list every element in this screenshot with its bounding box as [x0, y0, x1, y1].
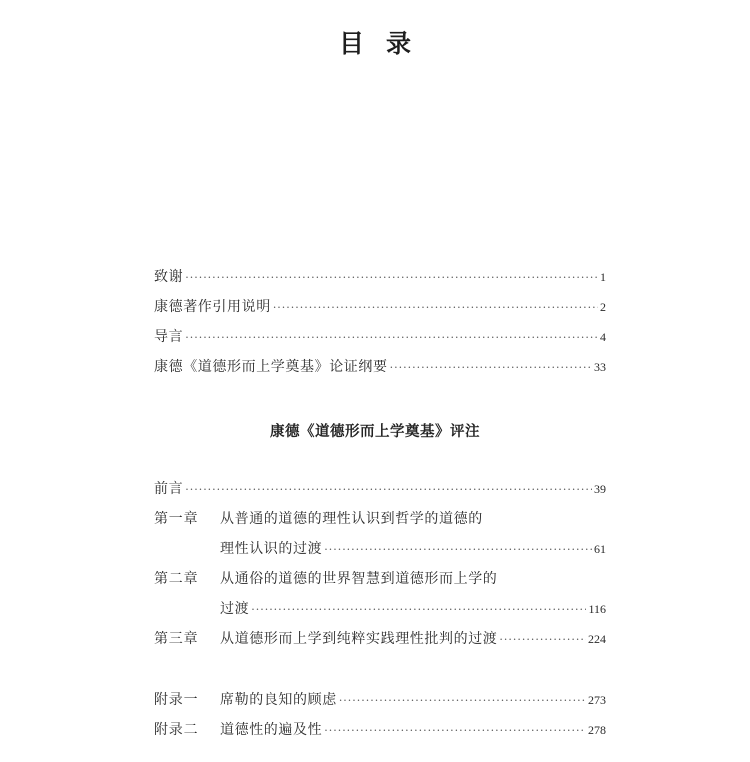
- toc-entry-chapter-3[interactable]: [154, 624, 606, 654]
- chapter-number: 第二章: [154, 571, 199, 587]
- leader-dots: [324, 535, 592, 565]
- toc-entry-page: 116: [588, 602, 606, 616]
- appendix-number: 附录一: [154, 692, 199, 708]
- chapter-number: 第一章: [154, 511, 199, 527]
- toc-entry-label: 席勒的良知的顾虑: [220, 692, 337, 708]
- leader-dots: [339, 686, 586, 716]
- chapter-title-line: 从普通的道德的理性认识到哲学的道德的: [220, 511, 483, 527]
- toc-entry-label: 道德性的遍及性: [220, 722, 323, 738]
- section-heading: 康德《道德形而上学奠基》评注: [270, 424, 480, 440]
- toc-appendices: [154, 685, 606, 745]
- toc-entry-label: 前言: [154, 481, 184, 497]
- toc-entry-label: 导言: [154, 329, 184, 345]
- leader-dots: [390, 353, 592, 383]
- toc-entry-page: 39: [594, 482, 606, 496]
- toc-entry-appendix-1[interactable]: [154, 685, 606, 715]
- chapter-number: 第三章: [154, 631, 199, 647]
- toc-entry-label: 康德《道德形而上学奠基》论证纲要: [154, 359, 388, 375]
- toc-entry-label: 致谢: [154, 269, 184, 285]
- leader-dots: [185, 323, 598, 353]
- chapter-title-line: 理性认识的过渡: [220, 541, 323, 557]
- toc-entry-appendix-2[interactable]: [154, 715, 606, 745]
- toc-entry-page: 278: [588, 723, 606, 737]
- toc-entry-introduction[interactable]: [154, 322, 606, 352]
- leader-dots: [185, 475, 592, 505]
- toc-entry-argument-outline[interactable]: [154, 352, 606, 382]
- toc-entry-page: 61: [594, 542, 606, 556]
- toc-entry-page: 273: [588, 693, 606, 707]
- toc-entry-page: 33: [594, 360, 606, 374]
- toc-entry-preface[interactable]: [154, 474, 606, 504]
- leader-dots: [185, 263, 598, 293]
- toc-entry-chapter-2[interactable]: [154, 564, 606, 624]
- toc-entry-chapter-1[interactable]: [154, 504, 606, 564]
- chapter-title-line: 从道德形而上学到纯粹实践理性批判的过渡: [220, 631, 498, 647]
- chapter-title-line: 从通俗的道德的世界智慧到道德形而上学的: [220, 571, 498, 587]
- leader-dots: [251, 595, 586, 625]
- toc-entry-page: 2: [600, 300, 606, 314]
- toc-entry-page: 1: [600, 270, 606, 284]
- appendix-number: 附录二: [154, 722, 199, 738]
- leader-dots: [273, 293, 598, 323]
- toc-front-matter: [154, 262, 606, 382]
- page-title: 目录: [338, 29, 433, 58]
- toc-entry-page: 224: [588, 632, 606, 646]
- toc-entry-citation-notes[interactable]: [154, 292, 606, 322]
- leader-dots: [324, 716, 586, 746]
- chapter-title-line: 过渡: [220, 601, 250, 617]
- toc-entry-acknowledgements[interactable]: [154, 262, 606, 292]
- toc-commentary: [154, 474, 606, 654]
- toc-entry-page: 4: [600, 330, 606, 344]
- leader-dots: [499, 625, 586, 655]
- toc-entry-label: 康德著作引用说明: [154, 299, 271, 315]
